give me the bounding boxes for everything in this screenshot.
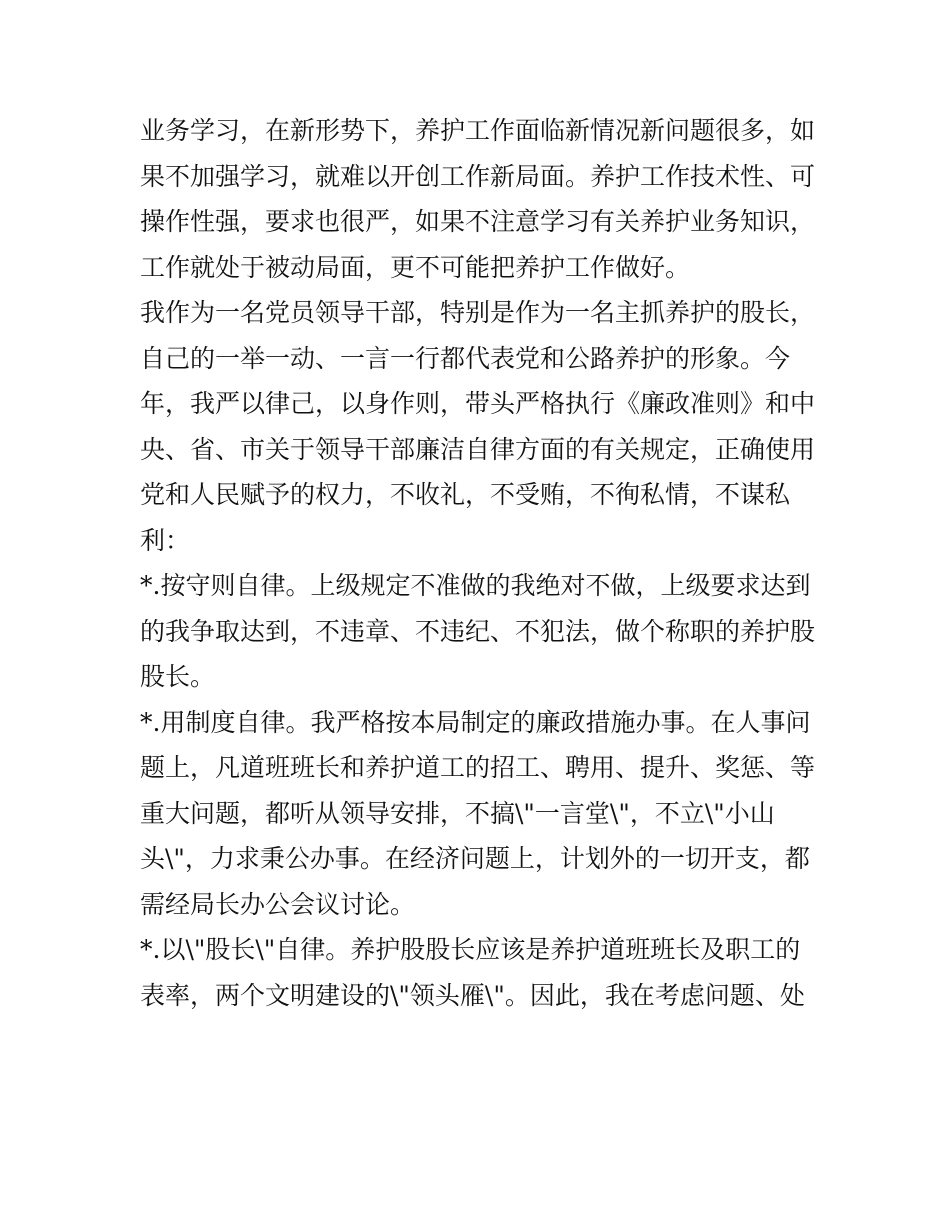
text-line: 年，我严以律己，以身作则，带头严格执行《廉政准则》和中 (140, 389, 816, 418)
text-line: 工作就处于被动局面，更不可能把养护工作做好。 (140, 252, 691, 282)
body-text (140, 108, 830, 1018)
text-line: 重大问题，都听从领导安排，不搞\"一言堂\"，不立\"小山 (140, 798, 775, 828)
text-line: 业务学习，在新形势下，养护工作面临新情况新问题很多，如 (140, 116, 816, 145)
text-line: 题上，凡道班班长和养护道工的招工、聘用、提升、奖惩、等 (140, 753, 816, 782)
text-line: 央、省、市关于领导干部廉洁自律方面的有关规定，正确使用 (140, 434, 816, 464)
text-line: 利： (140, 525, 191, 555)
text-line: *.按守则自律。上级规定不准做的我绝对不做，上级要求达到 (140, 571, 811, 600)
text-line: 表率，两个文明建设的\"领头雁\"。因此，我在考虑问题、处 (140, 980, 805, 1010)
text-line: 党和人民赋予的权力，不收礼，不受贿，不徇私情，不谋私 (140, 480, 791, 509)
text-line: 需经局长办公会议讨论。 (140, 889, 416, 919)
text-line: 头\"，力求秉公办事。在经济问题上，计划外的一切开支，都 (140, 844, 810, 873)
text-line: 股长。 (140, 662, 216, 691)
text-line: 操作性强，要求也很严，如果不注意学习有关养护业务知识， (140, 207, 816, 236)
text-line: 自己的一举一动、一言一行都代表党和公路养护的形象。今 (140, 343, 791, 373)
text-line: 的我争取达到，不违章、不违纪、不犯法，做个称职的养护股 (140, 616, 816, 646)
text-line: *.以\"股长\"自律。养护股股长应该是养护道班班长及职工的 (140, 935, 801, 964)
text-line: *.用制度自律。我严格按本局制定的廉政措施办事。在人事问 (140, 707, 811, 737)
text-line: 我作为一名党员领导干部，特别是作为一名主抓养护的股长， (140, 298, 816, 327)
text-line: 果不加强学习，就难以开创工作新局面。养护工作技术性、可 (140, 161, 816, 191)
